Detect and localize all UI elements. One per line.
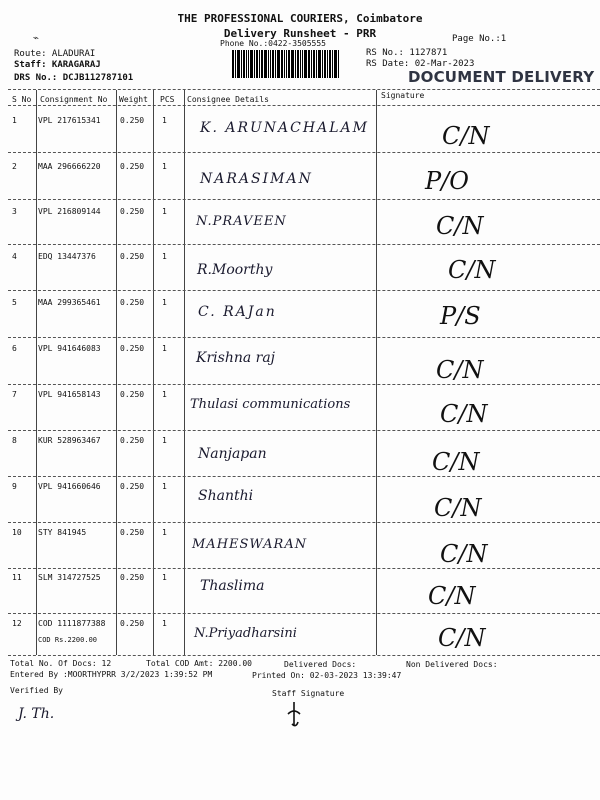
- consignment-no: VPL 941646083: [38, 344, 101, 353]
- weight: 0.250: [120, 344, 145, 353]
- rs-date: RS Date: 02-Mar-2023: [366, 59, 475, 69]
- consignee-handwritten: Krishna raj: [196, 350, 276, 366]
- corner-mark: ⌁: [33, 33, 40, 44]
- consignee-handwritten: C. RAJan: [198, 304, 277, 320]
- row-rule: [8, 476, 600, 477]
- weight: 0.250: [120, 390, 145, 399]
- consignee-handwritten: K. ARUNACHALAM: [200, 120, 369, 136]
- consignment-no: VPL 941660646: [38, 482, 101, 491]
- signature-mark: C/N: [448, 256, 496, 284]
- verified-by-label: Verified By: [10, 686, 63, 695]
- consignee-handwritten: Thulasi communications: [190, 397, 351, 412]
- weight: 0.250: [120, 528, 145, 537]
- pcs: 1: [162, 116, 167, 125]
- row-rule: [8, 568, 600, 569]
- consignment-no: VPL 216809144: [38, 207, 101, 216]
- weight: 0.250: [120, 252, 145, 261]
- col-weight-header: Weight: [119, 95, 148, 104]
- phone-number: Phone No.:0422-3505555: [220, 39, 326, 48]
- consignee-handwritten: Nanjapan: [198, 446, 267, 462]
- consignment-no: STY 841945: [38, 528, 87, 537]
- weight: 0.250: [120, 298, 145, 307]
- consignee-handwritten: NARASIMAN: [200, 171, 313, 187]
- cod-amount-note: COD Rs.2200.00: [38, 636, 98, 644]
- consignment-no: KUR 528963467: [38, 436, 101, 445]
- staff-signature-mark: [282, 700, 306, 734]
- sno: 11: [12, 573, 22, 582]
- sno: 8: [12, 436, 17, 445]
- drs-number: DRS No.: DCJB112787101: [14, 73, 134, 83]
- consignment-no: VPL 217615341: [38, 116, 101, 125]
- weight: 0.250: [120, 207, 145, 216]
- document-subtitle: Delivery Runsheet - PRR: [223, 27, 377, 40]
- barcode: [232, 50, 358, 78]
- sno: 10: [12, 528, 22, 537]
- row-rule: [8, 384, 600, 385]
- consignee-handwritten: Shanthi: [198, 488, 254, 504]
- header-bottom-rule: [8, 105, 600, 106]
- row-rule: [8, 290, 600, 291]
- non-delivered-docs: Non Delivered Docs:: [406, 660, 498, 669]
- consignee-handwritten: Thaslima: [200, 578, 265, 594]
- sno: 1: [12, 116, 17, 125]
- pcs: 1: [162, 390, 167, 399]
- printed-on: Printed On: 02-03-2023 13:39:47: [252, 671, 402, 680]
- table-bottom-rule: [8, 655, 600, 656]
- col-consignment-header: Consignment No: [40, 95, 108, 104]
- pcs: 1: [162, 252, 167, 261]
- signature-mark: P/S: [440, 302, 481, 330]
- sno: 5: [12, 298, 17, 307]
- pcs: 1: [162, 528, 167, 537]
- signature-mark: C/N: [438, 624, 486, 652]
- row-rule: [8, 152, 600, 153]
- sno: 12: [12, 619, 22, 628]
- document-title: THE PROFESSIONAL COURIERS, Coimbatore: [177, 12, 423, 25]
- consignee-handwritten: N.Priyadharsini: [194, 626, 297, 641]
- rs-number: RS No.: 1127871: [366, 48, 448, 58]
- row-rule: [8, 430, 600, 431]
- pcs: 1: [162, 207, 167, 216]
- sno: 4: [12, 252, 17, 261]
- col-consignee-header: Consignee Details: [187, 95, 269, 104]
- signature-mark: C/N: [440, 540, 488, 568]
- signature-mark: C/N: [434, 494, 482, 522]
- page-number: Page No.:1: [452, 34, 507, 44]
- consignment-no: MAA 299365461: [38, 298, 101, 307]
- pcs: 1: [162, 619, 167, 628]
- staff-signature-label: Staff Signature: [272, 689, 345, 698]
- col-divider: [184, 90, 185, 655]
- pcs: 1: [162, 298, 167, 307]
- col-pcs-header: PCS: [160, 95, 175, 104]
- consignment-no: COD 1111877388: [38, 619, 106, 628]
- consignment-no: EDQ 13447376: [38, 252, 96, 261]
- col-divider: [376, 90, 377, 655]
- col-sno-header: S No: [12, 95, 32, 104]
- sno: 9: [12, 482, 17, 491]
- signature-mark: C/N: [436, 356, 484, 384]
- weight: 0.250: [120, 162, 145, 171]
- sno: 7: [12, 390, 17, 399]
- sno: 3: [12, 207, 17, 216]
- col-divider: [153, 90, 154, 655]
- entered-by: Entered By :MOORTHYPRR 3/2/2023 1:39:52 PM: [10, 670, 213, 679]
- sno: 6: [12, 344, 17, 353]
- row-rule: [8, 337, 600, 338]
- signature-mark: C/N: [428, 582, 476, 610]
- sno: 2: [12, 162, 17, 171]
- staff: Staff: KARAGARAJ: [14, 60, 101, 70]
- pcs: 1: [162, 344, 167, 353]
- staff-signature-icon: [282, 700, 306, 730]
- signature-mark: P/O: [425, 167, 469, 195]
- col-divider: [36, 90, 37, 655]
- total-cod-amount: Total COD Amt: 2200.00: [146, 659, 252, 668]
- consignee-handwritten: R.Moorthy: [197, 262, 273, 278]
- row-rule: [8, 244, 600, 245]
- weight: 0.250: [120, 482, 145, 491]
- col-signature-header: Signature: [381, 91, 425, 100]
- total-docs: Total No. Of Docs: 12: [10, 659, 112, 668]
- pcs: 1: [162, 162, 167, 171]
- weight: 0.250: [120, 436, 145, 445]
- pcs: 1: [162, 436, 167, 445]
- weight: 0.250: [120, 116, 145, 125]
- delivered-docs: Delivered Docs:: [284, 660, 357, 669]
- signature-mark: C/N: [432, 448, 480, 476]
- consignment-no: VPL 941658143: [38, 390, 101, 399]
- row-rule: [8, 522, 600, 523]
- weight: 0.250: [120, 619, 145, 628]
- document-delivery-stamp: DOCUMENT DELIVERY: [408, 68, 595, 86]
- signature-mark: C/N: [442, 122, 490, 150]
- pcs: 1: [162, 573, 167, 582]
- consignee-handwritten: MAHESWARAN: [192, 537, 308, 552]
- verified-by-signature: J. Th.: [18, 706, 55, 722]
- row-rule: [8, 613, 600, 614]
- weight: 0.250: [120, 573, 145, 582]
- pcs: 1: [162, 482, 167, 491]
- header-top-rule: [8, 89, 600, 90]
- col-divider: [116, 90, 117, 655]
- signature-mark: C/N: [436, 212, 484, 240]
- route: Route: ALADURAI: [14, 49, 96, 59]
- signature-mark: C/N: [440, 400, 488, 428]
- consignment-no: SLM 314727525: [38, 573, 101, 582]
- consignee-handwritten: N.PRAVEEN: [196, 214, 287, 229]
- row-rule: [8, 199, 600, 200]
- consignment-no: MAA 296666220: [38, 162, 101, 171]
